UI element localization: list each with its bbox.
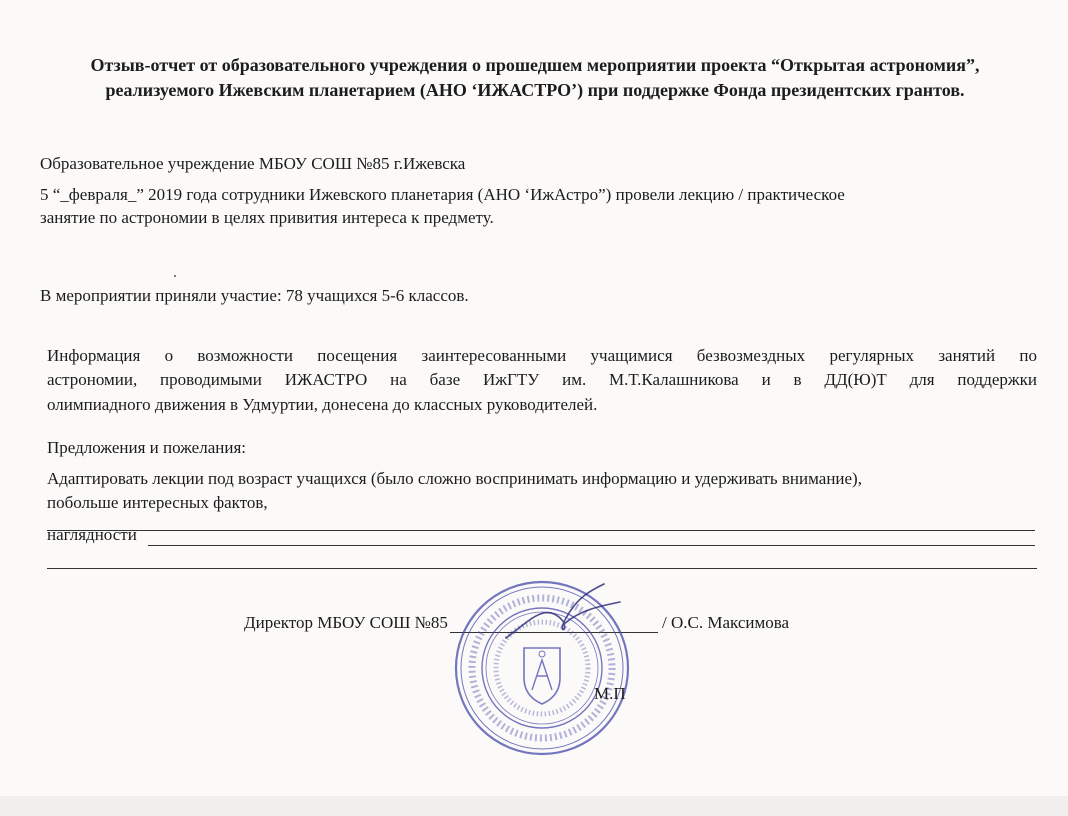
document-title-line-1: Отзыв-отчет от образовательного учреждения о прошедшем мероприятии проекта “Открытая астрономия”, — [90, 55, 980, 75]
suggestion-line-1: Адаптировать лекции под возраст учащихся (было сложно воспринимать информацию и удерживать внимание), — [47, 469, 862, 488]
info-line-1: Информация о возможности посещения заинтересованными учащимися безвозмездных регулярных занятий по — [47, 346, 1037, 365]
info-line-2: астрономии, проводимыми ИЖАСТРО на базе ИжГТУ им. М.Т.Калашникова и в ДД(Ю)Т для поддержки — [47, 370, 1037, 389]
answer-underline — [148, 545, 1035, 546]
stray-dot — [174, 275, 176, 277]
blank-line-2 — [47, 568, 1037, 569]
director-label: Директор МБОУ СОШ №85 — [244, 613, 448, 632]
event-line-1: 5 “_февраля_” 2019 года сотрудники Ижевского планетария (АНО ‘ИжАстро”) провели лекцию / практическое — [40, 185, 845, 204]
info-line-3: олимпиадного движения в Удмуртии, донесена до классных руководителей. — [47, 395, 598, 414]
scan-edge — [0, 796, 1068, 816]
event-line-2: занятие по астрономии в целях привития интереса к предмету. — [40, 208, 494, 227]
handwritten-signature — [500, 580, 640, 650]
document-title-line-2: реализуемого Ижевским планетарием (АНО ‘ИЖАСТРО’) при поддержке Фонда президентских грантов. — [105, 80, 965, 100]
suggestion-line-3: наглядности — [47, 525, 137, 544]
suggestion-line-2: побольше интересных фактов, — [47, 493, 268, 512]
participants-line: В мероприятии приняли участие: 78 учащихся 5-6 классов. — [40, 286, 469, 305]
director-name: / О.С. Максимова — [662, 613, 790, 632]
blank-line-1 — [47, 530, 1035, 531]
seal-place-label: М.П — [594, 684, 626, 703]
suggestions-heading: Предложения и пожелания: — [47, 438, 246, 457]
institution-line: Образовательное учреждение МБОУ СОШ №85 г.Ижевска — [40, 154, 466, 173]
